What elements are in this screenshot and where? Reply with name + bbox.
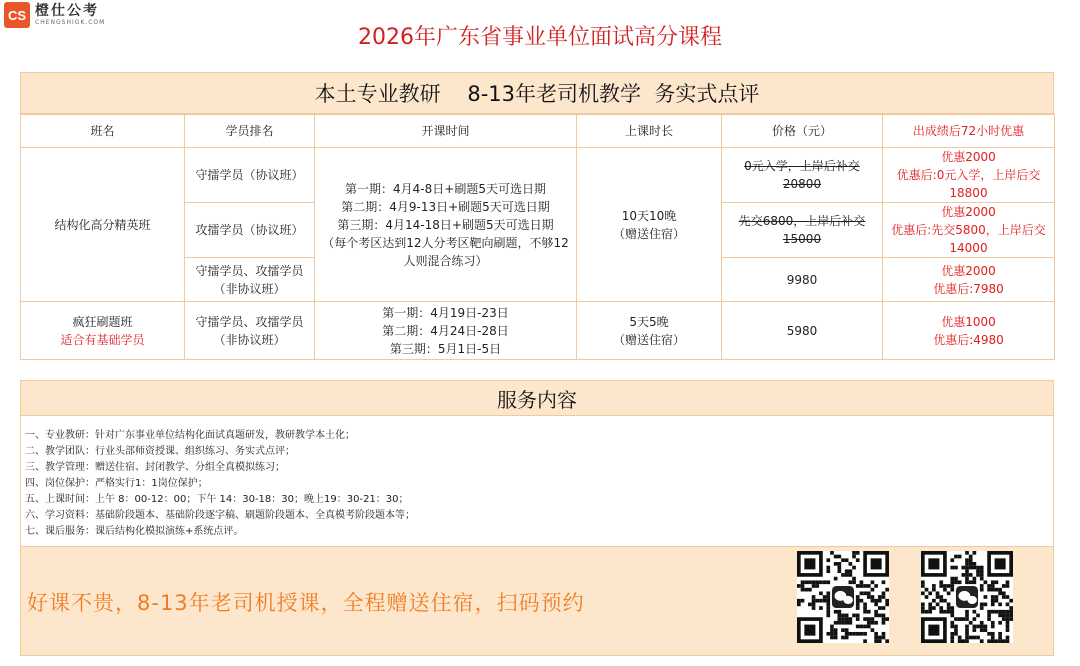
header-class-name: 班名 bbox=[21, 115, 185, 148]
header-schedule: 开课时间 bbox=[315, 115, 577, 148]
class-name: 结构化高分精英班 bbox=[21, 148, 185, 302]
class-note: 适合有基础学员 bbox=[60, 332, 145, 347]
qr-finder bbox=[804, 625, 815, 636]
course-banner: 本土专业教研 8-13年老司机教学 务实式点评 bbox=[20, 72, 1054, 114]
offer-cell: 优惠1000 优惠后:4980 bbox=[883, 302, 1055, 360]
schedule-cell: 第一期：4月19日-23日 第二期：4月24日-28日 第三期：5月1日-5日 bbox=[315, 302, 577, 360]
wechat-bubble bbox=[967, 596, 977, 604]
duration-cell: 10天10晚 （赠送住宿） bbox=[577, 148, 722, 302]
footer-band bbox=[20, 546, 1054, 656]
offer-cell: 优惠2000 优惠后:0元入学，上岸后交18800 bbox=[883, 148, 1055, 203]
rank-cell: 守擂学员（协议班） bbox=[185, 148, 315, 203]
rank-cell: 攻擂学员（协议班） bbox=[185, 203, 315, 258]
qr-pattern bbox=[797, 551, 889, 643]
table-header-row bbox=[21, 115, 1055, 148]
slogan: 好课不贵，8-13年老司机授课，全程赠送住宿，扫码预约 bbox=[27, 591, 585, 615]
class-name: 疯狂刷题班 适合有基础学员 bbox=[21, 302, 185, 360]
header-duration: 上课时长 bbox=[577, 115, 722, 148]
list-item: 二、教学团队：行业头部师资授课、组织练习、务实式点评； bbox=[25, 446, 295, 457]
wechat-bubble bbox=[843, 596, 853, 604]
offer-cell: 优惠2000 优惠后:先交5800，上岸后交14000 bbox=[883, 203, 1055, 258]
price-cell: 5980 bbox=[722, 302, 883, 360]
list-item: 五、上课时间：上午 8：00-12：00；下午 14：30-18：30；晚上19：30-21：30； bbox=[25, 494, 409, 505]
qr-finder bbox=[928, 558, 939, 569]
logo-domain: CHENGSHIGK.COM bbox=[35, 19, 106, 26]
offer-cell: 优惠2000 优惠后:7980 bbox=[883, 258, 1055, 302]
list-item: 一、专业教研：针对广东事业单位结构化面试真题研发，教研教学本土化； bbox=[25, 430, 355, 441]
qr-code-icon[interactable] bbox=[797, 551, 889, 643]
qr-finder bbox=[995, 558, 1006, 569]
course-table bbox=[20, 114, 1055, 360]
qr-finder bbox=[871, 558, 882, 569]
price-cell: 先交6800，上岸后补交15000 bbox=[722, 203, 883, 258]
course-panel bbox=[20, 72, 1054, 656]
header-price: 价格（元） bbox=[722, 115, 883, 148]
table-row bbox=[21, 148, 1055, 203]
schedule-cell: 第一期：4月4-8日+刷题5天可选日期 第二期：4月9-13日+刷题5天可选日期 第三期：4月14-18日+刷题5天可选日期 （每个考区达到12人分考区靶向刷题，不够12人则混合练习） bbox=[315, 148, 577, 302]
qr-code-icon[interactable] bbox=[921, 551, 1013, 643]
list-item: 六、学习资料：基础阶段题本、基础阶段逐字稿、刷题阶段题本、全真模考阶段题本等； bbox=[25, 510, 415, 521]
table-row bbox=[21, 302, 1055, 360]
price-cell: 9980 bbox=[722, 258, 883, 302]
header-rank: 学员排名 bbox=[185, 115, 315, 148]
rank-cell: 守擂学员、攻擂学员 （非协议班） bbox=[185, 302, 315, 360]
list-item: 三、教学管理：赠送住宿、封闭教学、分组全真模拟练习； bbox=[25, 462, 285, 473]
qr-finder bbox=[928, 625, 939, 636]
header-offer: 出成绩后72小时优惠 bbox=[883, 115, 1055, 148]
service-list bbox=[20, 416, 1054, 546]
page-title: 2026年广东省事业单位面试高分课程 bbox=[358, 25, 722, 50]
logo-name: 橙仕公考 bbox=[35, 3, 99, 19]
list-item: 七、课后服务：课后结构化模拟演练+系统点评。 bbox=[25, 526, 244, 537]
qr-finder bbox=[804, 558, 815, 569]
rank-cell: 守擂学员、攻擂学员 （非协议班） bbox=[185, 258, 315, 302]
logo-mark: CS bbox=[4, 2, 30, 28]
service-heading: 服务内容 bbox=[20, 380, 1054, 416]
qr-pattern bbox=[921, 551, 1013, 643]
list-item: 四、岗位保护：严格实行1：1岗位保护； bbox=[25, 478, 208, 489]
price-cell: 0元入学，上岸后补交20800 bbox=[722, 148, 883, 203]
duration-cell: 5天5晚 （赠送住宿） bbox=[577, 302, 722, 360]
